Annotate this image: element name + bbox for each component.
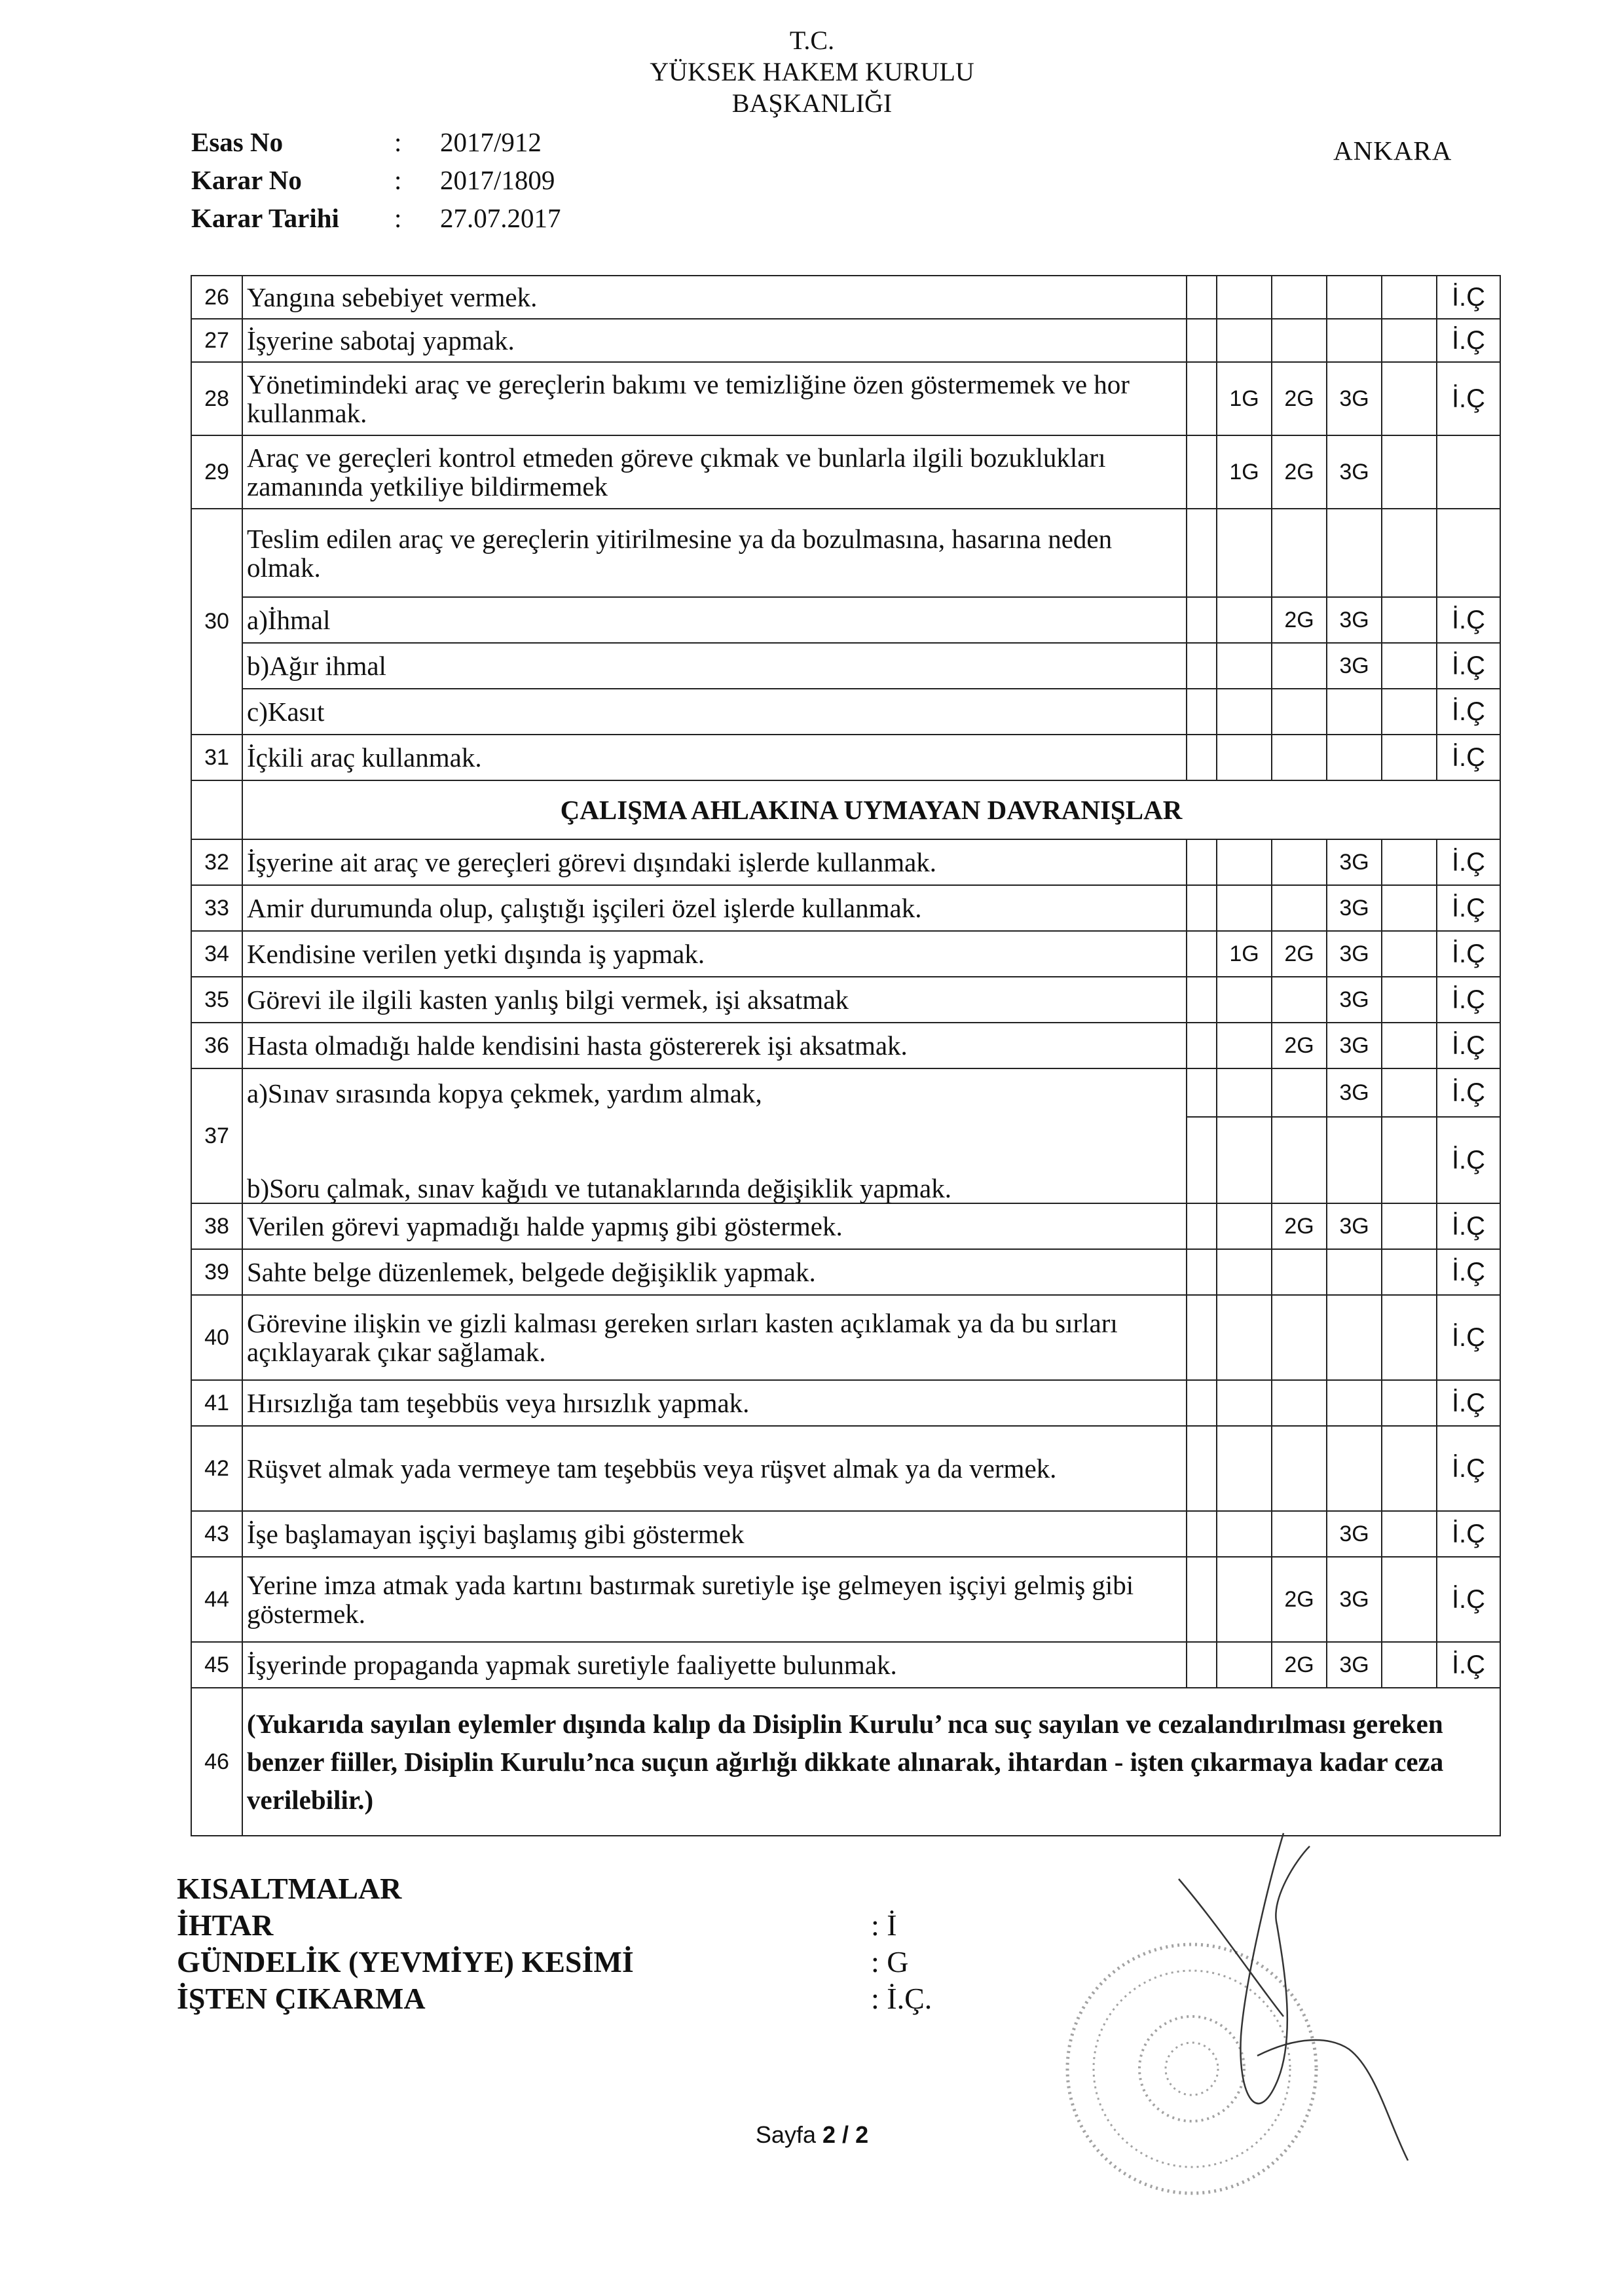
empty-cell <box>1217 643 1272 689</box>
table-row <box>191 1023 1500 1068</box>
empty-cell <box>1382 319 1437 362</box>
penalty-2g: 2G <box>1272 931 1327 977</box>
section-title: ÇALIŞMA AHLAKINA UYMAYAN DAVRANIŞLAR <box>242 780 1500 839</box>
penalty-1g <box>1217 885 1272 931</box>
penalty-ic: İ.Ç <box>1437 319 1500 362</box>
empty-cell <box>1382 643 1437 689</box>
closing-note: (Yukarıda sayılan eylemler dışında kalıp da Disiplin Kurulu’ nca suç sayılan ve cezalandırılması gereken benzer fiiller, Disiplin Kurulu’nca suçun ağırlığı dikkate alınarak, ihtardan - işten çıkarmaya kadar ceza verilebilir.) <box>242 1688 1500 1836</box>
table-row <box>191 276 1500 319</box>
empty-cell <box>1187 1249 1217 1295</box>
row-text: Hırsızlığa tam teşebbüs veya hırsızlık yapmak. <box>242 1380 1187 1426</box>
row-number: 41 <box>191 1380 242 1426</box>
abbreviation-value: : G <box>871 1945 909 1978</box>
empty-cell <box>1217 735 1272 780</box>
penalty-3g <box>1327 1380 1382 1426</box>
empty-cell <box>1187 977 1217 1023</box>
empty-cell <box>1382 1023 1437 1068</box>
table-row <box>191 1203 1500 1249</box>
empty-cell <box>1217 1117 1272 1203</box>
empty-cell <box>1187 1203 1217 1249</box>
penalty-ic: İ.Ç <box>1437 931 1500 977</box>
case-metadata <box>191 123 561 237</box>
table-row <box>191 1557 1500 1642</box>
row-number: 45 <box>191 1642 242 1688</box>
empty-cell <box>1187 1295 1217 1380</box>
row-text: a)İhmal <box>242 597 1187 643</box>
row-number: 29 <box>191 435 242 509</box>
row-text: İçkili araç kullanmak. <box>242 735 1187 780</box>
penalty-ic: İ.Ç <box>1437 643 1500 689</box>
penalty-2g <box>1272 1511 1327 1557</box>
table-row <box>191 977 1500 1023</box>
empty-cell <box>1272 1068 1327 1117</box>
section-header-row <box>191 780 1500 839</box>
penalty-3g: 3G <box>1327 1511 1382 1557</box>
empty-cell <box>1382 977 1437 1023</box>
row-number: 39 <box>191 1249 242 1295</box>
official-stamp-and-signature <box>1022 1820 1493 2226</box>
row-number: 27 <box>191 319 242 362</box>
empty-cell <box>1327 1117 1382 1203</box>
penalty-ic <box>1437 435 1500 509</box>
penalty-ic: İ.Ç <box>1437 1203 1500 1249</box>
penalty-ic: İ.Ç <box>1437 1511 1500 1557</box>
row-number: 43 <box>191 1511 242 1557</box>
meta-value: 27.07.2017 <box>440 203 561 233</box>
empty-cell <box>1217 1557 1272 1642</box>
empty-cell <box>1187 1068 1217 1117</box>
abbreviation-value: : İ.Ç. <box>871 1982 932 2015</box>
empty-cell <box>1217 1380 1272 1426</box>
penalty-ic: İ.Ç <box>1437 1249 1500 1295</box>
table-row <box>191 643 1500 689</box>
table-row <box>191 1249 1500 1295</box>
penalty-ic: İ.Ç <box>1437 597 1500 643</box>
table-row <box>191 689 1500 735</box>
row-number: 32 <box>191 839 242 885</box>
penalty-ic: İ.Ç <box>1437 276 1500 319</box>
penalty-ic: İ.Ç <box>1437 689 1500 735</box>
penalty-2g: 2G <box>1272 1642 1327 1688</box>
empty-cell <box>1187 509 1217 597</box>
penalty-1g <box>1217 1023 1272 1068</box>
empty-cell <box>1382 362 1437 435</box>
penalty-2g <box>1272 276 1327 319</box>
penalty-ic: İ.Ç <box>1437 1426 1500 1511</box>
abbreviation-value: : İ <box>871 1908 897 1942</box>
table-row <box>191 735 1500 780</box>
table-row <box>191 1295 1500 1380</box>
empty-cell <box>1187 931 1217 977</box>
penalty-2g <box>1272 977 1327 1023</box>
meta-colon: : <box>394 203 402 233</box>
meta-value: 2017/1809 <box>440 165 555 195</box>
empty-cell <box>1382 885 1437 931</box>
row-number: 28 <box>191 362 242 435</box>
penalty-3g <box>1327 276 1382 319</box>
abbreviations <box>177 1870 932 2017</box>
penalty-1g: 1G <box>1217 435 1272 509</box>
penalty-ic: İ.Ç <box>1437 885 1500 931</box>
penalty-2g: 2G <box>1272 435 1327 509</box>
row-text: Yerine imza atmak yada kartını bastırmak suretiyle işe gelmeyen işçiyi gelmiş gibi göstermek. <box>242 1557 1187 1642</box>
penalty-2g <box>1272 643 1327 689</box>
penalty-3g: 3G <box>1327 1203 1382 1249</box>
row-number: 34 <box>191 931 242 977</box>
row-text: a)Sınav sırasında kopya çekmek, yardım almak, <box>242 1068 1187 1117</box>
abbreviation-key: İHTAR <box>177 1908 274 1942</box>
empty-cell <box>1272 735 1327 780</box>
table-row <box>191 1511 1500 1557</box>
row-text: Rüşvet almak yada vermeye tam teşebbüs veya rüşvet almak ya da vermek. <box>242 1426 1187 1511</box>
abbreviation-item <box>177 1980 932 2017</box>
penalty-ic: İ.Ç <box>1437 839 1500 885</box>
penalty-1g <box>1217 276 1272 319</box>
row-number: 26 <box>191 276 242 319</box>
meta-esas-no <box>191 123 561 161</box>
empty-cell <box>1217 1511 1272 1557</box>
penalty-3g: 3G <box>1327 597 1382 643</box>
penalty-2g <box>1272 319 1327 362</box>
penalty-1g: 1G <box>1217 931 1272 977</box>
row-text: b)Ağır ihmal <box>242 643 1187 689</box>
penalty-3g <box>1327 319 1382 362</box>
empty-cell <box>1217 1642 1272 1688</box>
penalty-ic: İ.Ç <box>1437 1642 1500 1688</box>
table-row <box>191 319 1500 362</box>
row-text: İşyerine ait araç ve gereçleri görevi dışındaki işlerde kullanmak. <box>242 839 1187 885</box>
table-row <box>191 597 1500 643</box>
row-number: 36 <box>191 1023 242 1068</box>
penalty-3g <box>1327 689 1382 735</box>
table-row <box>191 1117 1500 1203</box>
empty-cell <box>1187 319 1217 362</box>
empty-cell <box>1187 839 1217 885</box>
empty-cell <box>1187 362 1217 435</box>
meta-value: 2017/912 <box>440 127 542 157</box>
table-row <box>191 1426 1500 1511</box>
row-text: Yangına sebebiyet vermek. <box>242 276 1187 319</box>
penalty-2g <box>1272 1380 1327 1426</box>
empty-cell <box>1382 1203 1437 1249</box>
city: ANKARA <box>1333 136 1452 166</box>
empty-cell <box>1187 1557 1217 1642</box>
row-text: Yönetimindeki araç ve gereçlerin bakımı ve temizliğine özen göstermemek ve hor kullanmak. <box>242 362 1187 435</box>
penalty-2g <box>1272 885 1327 931</box>
empty-cell <box>1382 1426 1437 1511</box>
penalty-ic: İ.Ç <box>1437 735 1500 780</box>
penalty-3g: 3G <box>1327 977 1382 1023</box>
row-number: 31 <box>191 735 242 780</box>
penalty-3g <box>1327 1426 1382 1511</box>
penalty-ic: İ.Ç <box>1437 1117 1500 1203</box>
penalty-3g: 3G <box>1327 643 1382 689</box>
empty-cell <box>1327 735 1382 780</box>
penalty-2g <box>1272 1295 1327 1380</box>
empty-cell <box>1217 689 1272 735</box>
penalty-3g: 3G <box>1327 1557 1382 1642</box>
row-number: 35 <box>191 977 242 1023</box>
row-text: İşyerine sabotaj yapmak. <box>242 319 1187 362</box>
penalty-2g: 2G <box>1272 1023 1327 1068</box>
abbreviations-title: KISALTMALAR <box>177 1872 402 1905</box>
page-separator: / <box>842 2121 849 2148</box>
empty-cell <box>1382 1511 1437 1557</box>
empty-cell <box>1382 1380 1437 1426</box>
row-text: İşyerinde propaganda yapmak suretiyle faaliyette bulunmak. <box>242 1642 1187 1688</box>
header-tc: T.C. <box>789 26 835 55</box>
penalty-3g: 3G <box>1327 839 1382 885</box>
row-text: İşe başlamayan işçiyi başlamış gibi göstermek <box>242 1511 1187 1557</box>
penalty-3g: 3G <box>1327 885 1382 931</box>
empty-cell <box>1382 1249 1437 1295</box>
page-total: 2 <box>855 2121 869 2148</box>
page-current: 2 <box>822 2121 836 2148</box>
meta-label: Esas No <box>191 127 284 157</box>
table-row <box>191 435 1500 509</box>
empty-cell <box>1187 1023 1217 1068</box>
empty-cell <box>1382 1557 1437 1642</box>
empty-cell <box>1382 509 1437 597</box>
penalty-3g: 3G <box>1327 1023 1382 1068</box>
empty-cell <box>1187 689 1217 735</box>
penalty-ic: İ.Ç <box>1437 1380 1500 1426</box>
penalty-2g: 2G <box>1272 597 1327 643</box>
row-number: 44 <box>191 1557 242 1642</box>
row-number: 33 <box>191 885 242 931</box>
row-text: Verilen görevi yapmadığı halde yapmış gibi göstermek. <box>242 1203 1187 1249</box>
penalty-2g <box>1272 689 1327 735</box>
empty-cell <box>1187 597 1217 643</box>
abbreviation-key: İŞTEN ÇIKARMA <box>177 1982 426 2015</box>
empty-cell <box>1382 839 1437 885</box>
penalty-2g: 2G <box>1272 362 1327 435</box>
penalty-ic: İ.Ç <box>1437 1068 1500 1117</box>
row-text: Hasta olmadığı halde kendisini hasta göstererek işi aksatmak. <box>242 1023 1187 1068</box>
penalty-2g: 2G <box>1272 1203 1327 1249</box>
meta-karar-no <box>191 161 561 199</box>
empty-cell <box>1217 1426 1272 1511</box>
penalty-3g <box>1327 1249 1382 1295</box>
row-text: c)Kasıt <box>242 689 1187 735</box>
penalty-3g: 3G <box>1327 362 1382 435</box>
row-text: Amir durumunda olup, çalıştığı işçileri özel işlerde kullanmak. <box>242 885 1187 931</box>
empty-cell <box>1187 1380 1217 1426</box>
empty-cell <box>1382 435 1437 509</box>
empty-cell <box>1382 931 1437 977</box>
row-number: 37 <box>191 1068 242 1203</box>
penalty-ic: İ.Ç <box>1437 1295 1500 1380</box>
empty-cell <box>1382 276 1437 319</box>
empty-cell <box>1217 1068 1272 1117</box>
table-row <box>191 931 1500 977</box>
row-number: 30 <box>191 509 242 735</box>
row-number: 40 <box>191 1295 242 1380</box>
page-label: Sayfa <box>755 2121 816 2148</box>
table-row <box>191 362 1500 435</box>
header-presidency: BAŞKANLIĞI <box>731 88 893 118</box>
penalty-table <box>191 275 1501 1836</box>
empty-cell <box>1187 435 1217 509</box>
abbreviation-item <box>177 1944 932 1980</box>
empty-cell <box>1382 1642 1437 1688</box>
table-row <box>191 509 1500 597</box>
table-row <box>191 885 1500 931</box>
penalty-3g <box>1327 1295 1382 1380</box>
penalty-3g: 3G <box>1327 435 1382 509</box>
empty-cell <box>1382 597 1437 643</box>
empty-cell <box>1217 509 1272 597</box>
meta-label: Karar Tarihi <box>191 203 339 233</box>
row-text: Sahte belge düzenlemek, belgede değişiklik yapmak. <box>242 1249 1187 1295</box>
penalty-1g: 1G <box>1217 362 1272 435</box>
empty-cell <box>1187 735 1217 780</box>
empty-cell <box>1382 1117 1437 1203</box>
row-number: 42 <box>191 1426 242 1511</box>
empty-cell <box>1272 1117 1327 1203</box>
penalty-1g <box>1217 977 1272 1023</box>
penalty-2g: 2G <box>1272 1557 1327 1642</box>
empty-cell <box>1382 1068 1437 1117</box>
penalty-2g <box>1272 1249 1327 1295</box>
empty-cell <box>1437 509 1500 597</box>
row-text: Görevine ilişkin ve gizli kalması gereken sırları kasten açıklamak ya da bu sırları açıklayarak çıkar sağlamak. <box>242 1295 1187 1380</box>
empty-cell <box>1217 1295 1272 1380</box>
table-row <box>191 1068 1500 1117</box>
header-institution: YÜKSEK HAKEM KURULU <box>650 57 974 86</box>
empty-cell <box>1187 1117 1217 1203</box>
meta-colon: : <box>394 127 402 157</box>
empty-cell <box>1382 735 1437 780</box>
penalty-1g <box>1217 839 1272 885</box>
row-number: 46 <box>191 1688 242 1836</box>
empty-cell <box>1217 1249 1272 1295</box>
empty-cell <box>1187 276 1217 319</box>
meta-label: Karar No <box>191 165 302 195</box>
empty-cell <box>1217 1203 1272 1249</box>
empty-cell <box>1327 509 1382 597</box>
penalty-ic: İ.Ç <box>1437 977 1500 1023</box>
penalty-3g: 3G <box>1327 1642 1382 1688</box>
empty-cell <box>1272 509 1327 597</box>
abbreviation-key: GÜNDELİK (YEVMİYE) KESİMİ <box>177 1945 634 1978</box>
row-text: Teslim edilen araç ve gereçlerin yitirilmesine ya da bozulmasına, hasarına neden olmak. <box>242 509 1187 597</box>
penalty-ic: İ.Ç <box>1437 1557 1500 1642</box>
row-text: Görevi ile ilgili kasten yanlış bilgi vermek, işi aksatmak <box>242 977 1187 1023</box>
abbreviation-item <box>177 1907 932 1944</box>
table-row <box>191 1688 1500 1836</box>
empty-cell <box>1382 1295 1437 1380</box>
page-number <box>0 2121 1624 2149</box>
empty-cell <box>1187 1426 1217 1511</box>
empty-cell <box>1187 643 1217 689</box>
row-text: Kendisine verilen yetki dışında iş yapmak. <box>242 931 1187 977</box>
row-number: 38 <box>191 1203 242 1249</box>
row-text: b)Soru çalmak, sınav kağıdı ve tutanaklarında değişiklik yapmak. <box>242 1117 1187 1203</box>
empty-cell <box>1187 885 1217 931</box>
penalty-1g <box>1217 319 1272 362</box>
table-row <box>191 839 1500 885</box>
meta-colon: : <box>394 165 402 195</box>
table-row <box>191 1642 1500 1688</box>
table-row <box>191 1380 1500 1426</box>
penalty-2g <box>1272 1426 1327 1511</box>
empty-cell <box>1187 1511 1217 1557</box>
penalty-2g <box>1272 839 1327 885</box>
penalty-ic: İ.Ç <box>1437 362 1500 435</box>
empty-cell <box>1217 597 1272 643</box>
row-text: Araç ve gereçleri kontrol etmeden göreve çıkmak ve bunlarla ilgili bozuklukları zamanında yetkiliye bildirmemek <box>242 435 1187 509</box>
empty-cell <box>1187 1642 1217 1688</box>
meta-karar-tarihi <box>191 199 561 237</box>
penalty-3g: 3G <box>1327 931 1382 977</box>
penalty-ic: İ.Ç <box>1437 1023 1500 1068</box>
penalty-3g: 3G <box>1327 1068 1382 1117</box>
empty-cell <box>1382 689 1437 735</box>
empty-cell <box>191 780 242 839</box>
